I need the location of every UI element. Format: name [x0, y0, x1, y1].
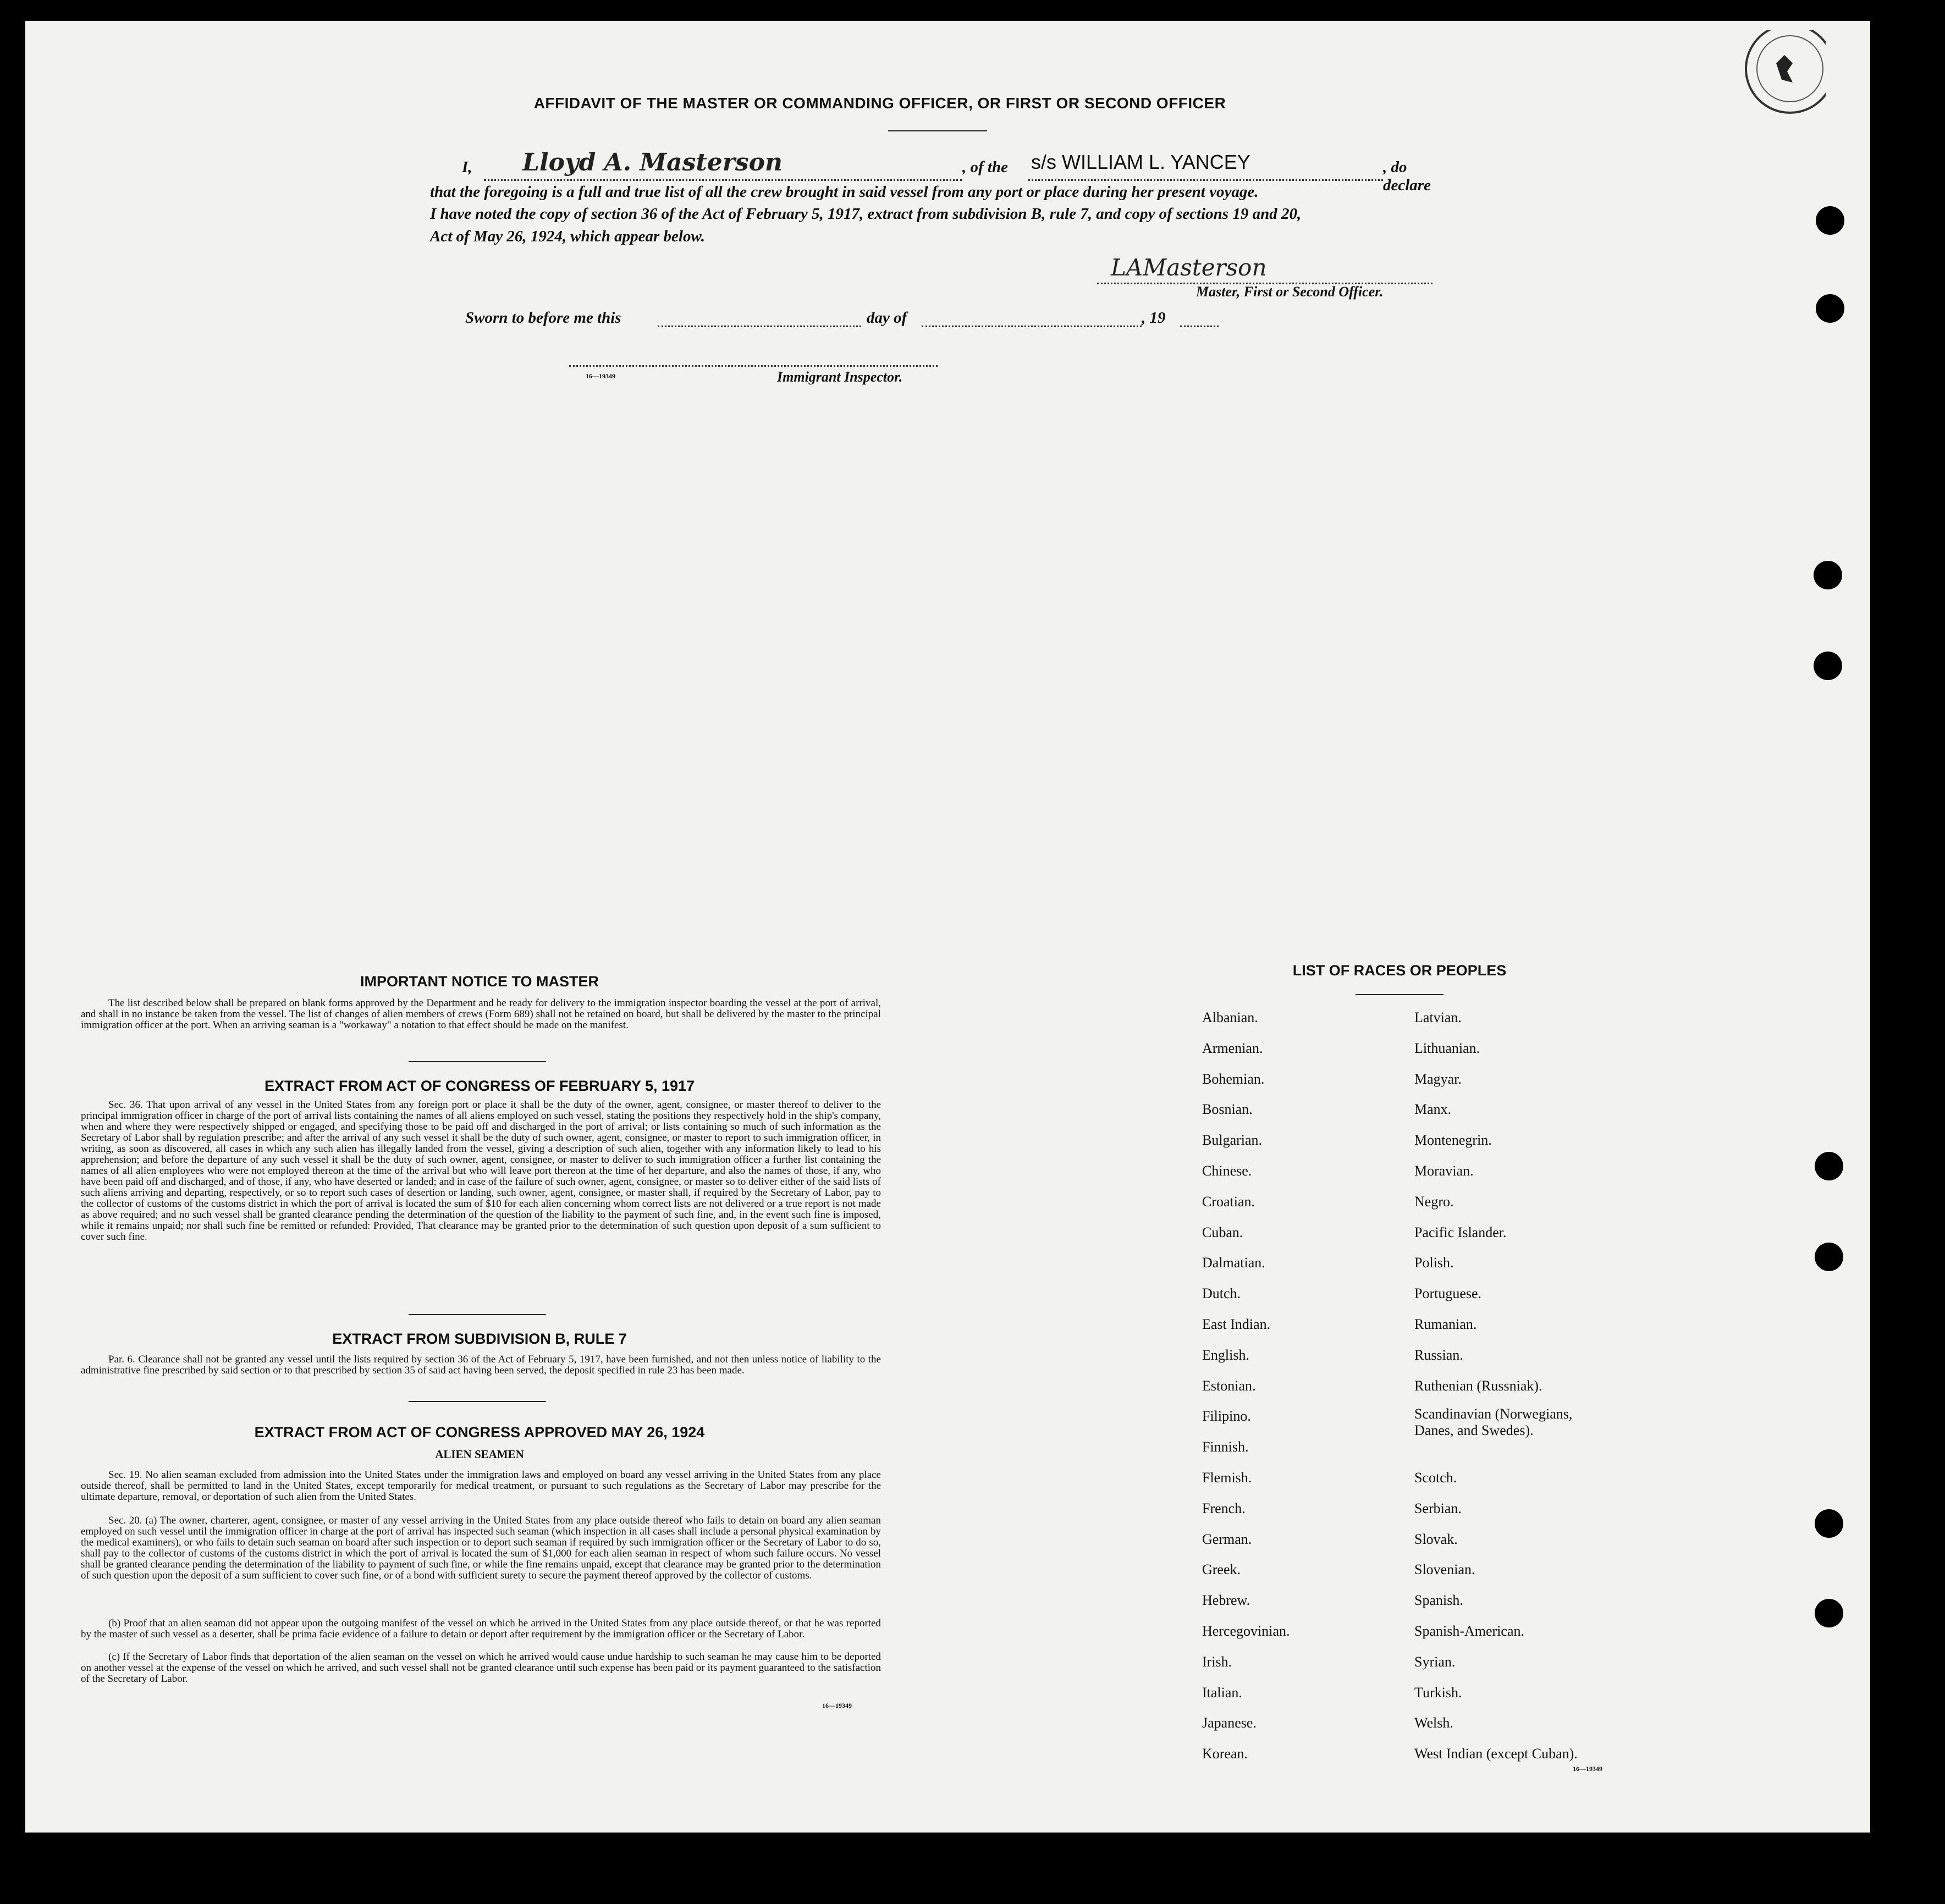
- race-item: Portuguese.: [1414, 1285, 1482, 1302]
- affidavit-line3: I have noted the copy of section 36 of the Act of February 5, 1917, extract from subdivision B, rule 7, and copy of sections 19 and 20,: [430, 205, 1302, 223]
- officer-signature: LAMasterson: [1111, 254, 1267, 281]
- affidavit-line4: Act of May 26, 1924, which appear below.: [430, 228, 705, 245]
- form-number: 16—19349: [1573, 1765, 1602, 1773]
- race-item: Polish.: [1414, 1255, 1454, 1271]
- race-item: Spanish.: [1414, 1592, 1463, 1609]
- rule7-title: EXTRACT FROM SUBDIVISION B, RULE 7: [332, 1331, 627, 1347]
- race-item: Flemish.: [1202, 1470, 1252, 1486]
- punch-hole: [1815, 1599, 1843, 1627]
- race-item: Manx.: [1414, 1101, 1452, 1118]
- race-item: Irish.: [1202, 1653, 1232, 1670]
- seal-stamp: [1732, 30, 1826, 124]
- divider: [888, 130, 987, 131]
- extract-1924-subtitle: ALIEN SEAMEN: [435, 1448, 524, 1461]
- race-item: German.: [1202, 1531, 1252, 1547]
- extract-1917-title: EXTRACT FROM ACT OF CONGRESS OF FEBRUARY 5, 1917: [264, 1078, 695, 1094]
- divider: [409, 1314, 546, 1315]
- sworn-line: Sworn to before me this day of , 19: [465, 309, 1235, 334]
- race-item: Albanian.: [1202, 1009, 1258, 1025]
- race-item: Magyar.: [1414, 1070, 1462, 1087]
- punch-hole: [1815, 1509, 1843, 1538]
- punch-hole: [1815, 1243, 1843, 1271]
- race-item: Dutch.: [1202, 1285, 1241, 1302]
- race-item: Latvian.: [1414, 1009, 1462, 1025]
- signature-caption: Master, First or Second Officer.: [1196, 284, 1384, 300]
- race-item: Greek.: [1202, 1561, 1241, 1578]
- race-item: Chinese.: [1202, 1163, 1252, 1179]
- race-item: Korean.: [1202, 1746, 1248, 1762]
- race-item: Croatian.: [1202, 1193, 1255, 1210]
- affidavit-title: AFFIDAVIT OF THE MASTER OR COMMANDING OFFICER, OR FIRST OR SECOND OFFICER: [533, 95, 1226, 112]
- divider: [1356, 994, 1443, 995]
- rule7-text: Par. 6. Clearance shall not be granted any vessel until the lists required by section 36 of the Act of February 5, 1917, have been furnished, and not then unless notice of liability to the administrative fine prescribed by said section or to that prescribed by section 35 of said act having been served, the deposit specified in rule 23 has been made.: [81, 1354, 881, 1376]
- race-item: Bosnian.: [1202, 1101, 1253, 1118]
- race-item: Spanish-American.: [1414, 1623, 1525, 1639]
- punch-hole: [1814, 652, 1842, 680]
- punch-hole: [1814, 561, 1842, 589]
- race-item: Hercegovinian.: [1202, 1623, 1290, 1639]
- race-item: Italian.: [1202, 1684, 1242, 1701]
- race-item: Slovak.: [1414, 1531, 1458, 1547]
- race-item: Bohemian.: [1202, 1070, 1265, 1087]
- section-19-text: Sec. 19. No alien seaman excluded from admission into the United States under the immigration laws and employed on board any vessel arriving in the United States from any place outside thereof, shall be permitted to land in the United States, except temporarily for medical treatment, or pursuant to such regulations as the Secretary of Labor may prescribe for the ultimate departure, removal, or deportation of such alien from the United States.: [81, 1469, 881, 1503]
- race-item: Hebrew.: [1202, 1592, 1250, 1609]
- divider: [409, 1401, 546, 1402]
- race-item: West Indian (except Cuban).: [1414, 1746, 1578, 1762]
- race-item: Japanese.: [1202, 1715, 1257, 1731]
- race-item: Armenian.: [1202, 1040, 1263, 1056]
- race-item: Turkish.: [1414, 1684, 1462, 1701]
- race-item: Pacific Islander.: [1414, 1224, 1507, 1240]
- form-number: 16—19349: [586, 372, 615, 380]
- punch-hole: [1816, 294, 1844, 323]
- affidavit-line2: that the foregoing is a full and true list of all the crew brought in said vessel from any port or place during her present voyage.: [430, 183, 1259, 201]
- race-item: Welsh.: [1414, 1715, 1453, 1731]
- section-20c-text: (c) If the Secretary of Labor finds that deportation of the alien seaman on the vessel on which he arrived would cause undue hardship to such seaman he may cause him to be deported on another vessel at the expense of the vessel on which he arrived, and such vessel shall not be granted clearance until such expense has been paid or its payment guaranteed to the satisfaction of the Secretary of Labor.: [81, 1651, 881, 1685]
- inspector-caption: Immigrant Inspector.: [777, 369, 903, 385]
- race-item: Syrian.: [1414, 1653, 1456, 1670]
- form-number: 16—19349: [822, 1702, 852, 1709]
- affidavit-line1: I, Lloyd A. Masterson , of the s/s WILLIAM L. YANCEY , do declare: [462, 148, 1431, 194]
- race-item: Ruthenian (Russniak).: [1414, 1377, 1542, 1394]
- race-item: Slovenian.: [1414, 1561, 1475, 1578]
- divider: [409, 1061, 546, 1062]
- race-item: Scotch.: [1414, 1470, 1457, 1486]
- race-item: East Indian.: [1202, 1316, 1271, 1332]
- race-item: Estonian.: [1202, 1377, 1256, 1394]
- race-item: Cuban.: [1202, 1224, 1243, 1240]
- vessel-name: s/s WILLIAM L. YANCEY: [1031, 151, 1250, 173]
- section-20b-text: (b) Proof that an alien seaman did not appear upon the outgoing manifest of the vessel on which he arrived in the United States from any place outside thereof, or that he was reported by the master of such vessel as a deserter, shall be prima facie evidence of a failure to detain or deport after requirement by the immigration officer or the Secretary of Labor.: [81, 1618, 881, 1640]
- master-name: Lloyd A. Masterson: [522, 148, 783, 176]
- race-item: Lithuanian.: [1414, 1040, 1480, 1056]
- punch-hole: [1815, 1152, 1843, 1180]
- extract-1924-title: EXTRACT FROM ACT OF CONGRESS APPROVED MAY 26, 1924: [254, 1424, 705, 1441]
- race-item: French.: [1202, 1500, 1246, 1516]
- race-item: Negro.: [1414, 1193, 1454, 1210]
- notice-title: IMPORTANT NOTICE TO MASTER: [360, 973, 599, 990]
- races-title: LIST OF RACES OR PEOPLES: [1292, 962, 1507, 979]
- race-item: English.: [1202, 1346, 1249, 1363]
- section-20a-text: Sec. 20. (a) The owner, charterer, agent, consignee, or master of any vessel arriving in the United States from any place outside thereof who fails to detain on board any alien seaman employed on such vessel until the immigration officer in charge at the port of arrival has inspected such seaman (which inspection in all cases shall include a personal physical examination by the medical examiners), or who fails to detain such seaman on board after such inspection or to deport such seaman if required by such immigration officer or the Secretary of Labor to do so, shall pay to the collector of customs of the customs district in which the port of arrival is located the sum of $1,000 for each alien seaman in respect of whom such failure occurs. No vessel shall be granted clearance pending the determination of the liability to payment of such fine, or while the fine remains unpaid, except that clearance may be granted prior to the determination of such question upon the deposit of a sum sufficient to cover such fine, or of a bond with sufficient surety to secure the payment thereof approved by the collector of customs.: [81, 1515, 881, 1581]
- race-item: Bulgarian.: [1202, 1132, 1263, 1149]
- notice-text: The list described below shall be prepared on blank forms approved by the Department and be ready for delivery to the immigration inspector boarding the vessel at the port of arrival, and shall in no instance be taken from the vessel. The list of changes of alien members of crews (Form 689) shall not be retained on board, but shall be delivered by the master to the principal immigration officer at the port. When an arriving seaman is a "workaway" a notation to that effect should be made on the manifest.: [81, 997, 881, 1031]
- race-item: Filipino.: [1202, 1408, 1251, 1425]
- race-item: Scandinavian (Norwegians, Danes, and Swedes).: [1414, 1406, 1573, 1439]
- inspector-signature-line: [569, 352, 938, 367]
- race-item: Dalmatian.: [1202, 1255, 1265, 1271]
- race-item: Moravian.: [1414, 1163, 1474, 1179]
- race-item: Russian.: [1414, 1346, 1463, 1363]
- race-item: Montenegrin.: [1414, 1132, 1492, 1149]
- extract-1917-text: Sec. 36. That upon arrival of any vessel in the United States from any foreign port or place it shall be the duty of the owner, agent, consignee, or master thereof to deliver to the principal immigration officer in charge of the port of arrival lists containing the names of all aliens employed on such vessel, stating the positions they respectively hold in the ship's company, when and where they were respectively shipped or engaged, and specifying those to be paid off and discharged in the port of arrival; or lists containing so much of such information as the Secretary of Labor shall by regulation prescribe; and after the arrival of any such vessel it shall be the duty of such owner, agent, consignee, or master to report to such immigration officer, in writing, as soon as discovered, all cases in which any such alien has illegally landed from the vessel, giving a description of such alien, together with any information likely to lead to his apprehension; and before the departure of any such vessel it shall be the duty of such owner, agent, consignee, or master to deliver to such immigration officer a further list containing the names of all alien employees who were not employed thereon at the time of the arrival but who will leave port thereon at the time of her departure, and also the names of those, if any, who have been paid off and discharged, and of those, if any, who have deserted or landed; and in case of the failure of such owner, agent, consignee, or master so to deliver either of the said lists of such aliens arriving and departing, respectively, or so to report such cases of desertion or landing, such owner, agent, consignee, or master shall, if required by the Secretary of Labor, pay to the collector of customs of the customs district in which the port of arrival is located the sum of $10 for each alien concerning whom correct lists are not delivered or a true report is not made as above required; and no such vessel shall be granted clearance pending the determination of the question of the liability to the payment of such fine, and, in the event such fine is imposed, while it remains unpaid; nor shall such fine be remitted or refunded: Provided, That clearance may be granted prior to the determination of such question upon deposit of a sum sufficient to cover such fine.: [81, 1099, 881, 1243]
- race-item: Serbian.: [1414, 1500, 1462, 1516]
- race-item: Rumanian.: [1414, 1316, 1477, 1332]
- race-item: Finnish.: [1202, 1439, 1249, 1455]
- punch-hole: [1816, 206, 1844, 235]
